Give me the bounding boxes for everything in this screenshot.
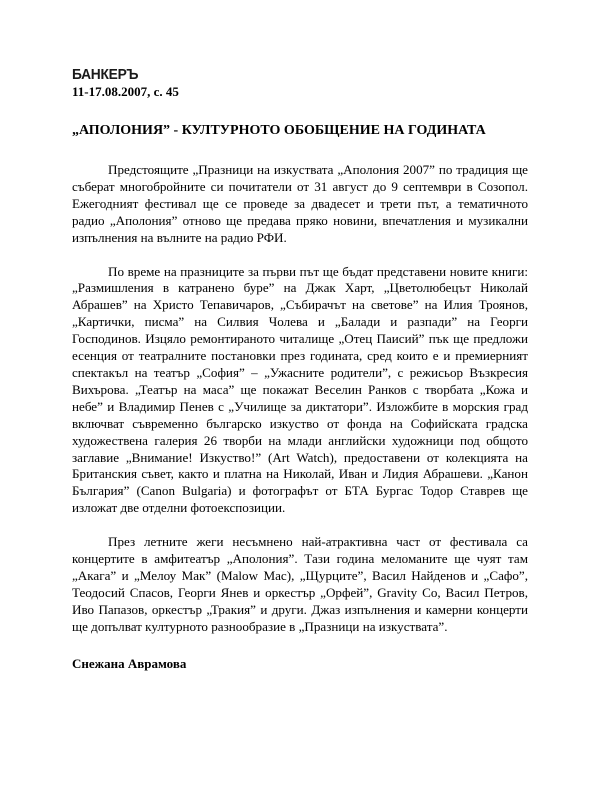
- article-author: Снежана Аврамова: [72, 655, 187, 671]
- publication-date-page: 11-17.08.2007, с. 45: [72, 84, 179, 99]
- publication-header: [72, 66, 528, 100]
- document-page: [72, 66, 528, 672]
- article-paragraph-2: По време на празниците за първи път ще бъдат представени новите книги: „Размишления в катранено буре” на Джак Харт, „Цветолюбецът Николай Абрашев” на Христо Тепавичаров, „Събирачът на светове” на Илия Троянов, „Картички, писма” на Силвия Чолева и „Балади и разпади” на Георги Господинов. Изцяло ремонтираното читалище „Отец Паисий” пък ще предложи есенция от театралните постановки през годината, сред които е и премиерният спектакъл на театър „София” – „Ужасните родители”, с режисьор Възкресия Вихърова. „Театър на маса” ще покажат Веселин Ранков с творбата „Кожа и небе” и Владимир Пенев с „Училище за диктатори”. Изложбите в морския град включват съвременно българско изкуство от фонда на Софийската градска художествена галерия 26 творби на млади английски художници под общото заглавие „Внимание! Изкуство!” (Art Watch), предоставени от колекцията на Британския съвет, както и платна на Николай, Иван и Лидия Абрашеви. „Канон България” (Canon Bulgaria) и фотографът от БТА Бургас Тодор Ставрев ще изложат две отделни фотоекспозиции.: [72, 263, 528, 516]
- article-title: „АПОЛОНИЯ” - КУЛТУРНОТО ОБОБЩЕНИЕ НА ГОДИНАТА: [72, 123, 486, 138]
- article-body: [72, 162, 528, 636]
- article-paragraph-1: Предстоящите „Празници на изкуствата „Аполония 2007” по традиция ще съберат многобройните си почитатели от 31 август до 9 септември в Созопол. Ежегодният фестивал ще се проведе за двадесет и трети път, а тематичното радио „Аполония” отново ще предава пряко новини, впечатления и музикални изпълнения на вълните на радио РФИ.: [72, 162, 528, 245]
- article-paragraph-3: През летните жеги несъмнено най-атрактивна част от фестивала са концертите в амфитеатър „Аполония”. Тази година меломаните ще чуят там „Акага” и „Мелоу Мак” (Malow Mac), „Щурците”, Васил Найденов и „Сафо”, Теодосий Спасов, Георги Янев и оркестър „Орфей”, Gravity Co, Васил Петров, Иво Папазов, оркестър „Тракия” и други. Джаз изпълнения и камерни концерти ще допълват културното разнообразие в „Празници на изкуствата”.: [72, 534, 528, 634]
- publication-logo: БАНКЕРЪ: [72, 66, 139, 83]
